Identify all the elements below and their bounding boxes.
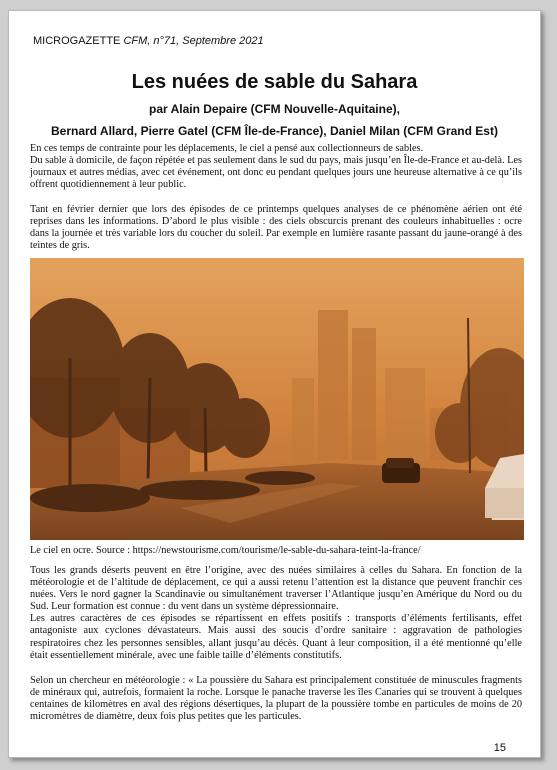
byline-line-2: Bernard Allard, Pierre Gatel (CFM Île-de-France), Daniel Milan (CFM Grand Est) <box>51 124 498 138</box>
sandstorm-photo <box>30 258 524 540</box>
photo-caption: Le ciel en ocre. Source : https://newstourisme.com/tourisme/le-sable-du-sahara-teint-la-france/ <box>30 545 421 556</box>
article-title: Les nuées de sable du Sahara <box>131 71 418 93</box>
page-number: 15 <box>493 742 506 754</box>
paragraph-3b-text: Les autres caractères de ces épisodes se répartissent en effets positifs : transports d’éléments fertilisants, effet antagoniste aux cyclones dévastateurs. Mais aussi des soucis d’ordre sanitaire : aggravation de pathologies respiratoires chez les personnes sensibles, allant jusqu’au décès. Quant à leur composition, il a été mentionné qu’elle était essentiellement minérale, avec une faible taille d’éléments constitutifs. <box>30 613 522 661</box>
intro-paragraph <box>30 143 522 191</box>
paragraph-2-text: Tant en février dernier que lors des épisodes de ce printemps quelques analyses de ce phénomène aérien ont été reprises dans les informations. D’abord le plus visible : des ciels obscurcis prenant des couleurs inhabituelles : ocre dans la journée et très variable lors du coucher du soleil. Par exemple en lumière rasante passant du jaune-orangé à des teintes de gris. <box>30 204 522 252</box>
paragraph-4-text: Selon un chercheur en météorologie : « La poussière du Sahara est principalement constituée de minuscules fragments de minéraux qui, autrefois, formaient la roche. Lorsque le panache traverse les îles Canaries qui se trouvent à quelques centaines de kilomètres en aval des régions désertiques, la plupart de la poussière tombe en particules de moins de 20 micromètres de diamètre, deux fois plus petites que les particules. <box>30 675 522 723</box>
paragraph-4 <box>30 675 522 723</box>
issue-info: CFM, n°71, Septembre 2021 <box>120 35 264 47</box>
running-header <box>33 35 264 47</box>
paragraph-3a-text: Tous les grands déserts peuvent en être l’origine, avec des nuées similaires à celles du Sahara. En fonction de la météorologie et de l’altitude de déplacement, ce qui a aussi retenu l’attention est la distance que peuvent franchir ces nuées. Vers le nord gagner la Scandinavie ou simultanément traverser l’Atlantique jusqu’en Amérique du Nord ou du Sud. Leur formation est connue : du vent dans un système dépressionnaire. <box>30 565 522 613</box>
byline-line-1: par Alain Depaire (CFM Nouvelle-Aquitaine), <box>149 102 400 116</box>
paragraph-2 <box>30 204 522 252</box>
paragraph-3 <box>30 565 522 662</box>
magazine-name: MICROGAZETTE <box>33 35 121 47</box>
intro-line-2: Du sable à domicile, de façon répétée et pas seulement dans le sud du pays, mais jusqu’en Île-de-France et au-delà. Les journaux et autres médias, avec cet événement, ont donc eu pendant quelques jours une heureuse alternative à ce qu’ils offrent quotidiennement à leur public. <box>30 155 522 191</box>
magazine-page <box>8 10 541 758</box>
sandstorm-street-image <box>30 258 524 540</box>
intro-line-1: En ces temps de contrainte pour les déplacements, le ciel a pensé aux collectionneurs de sables. <box>30 143 424 154</box>
